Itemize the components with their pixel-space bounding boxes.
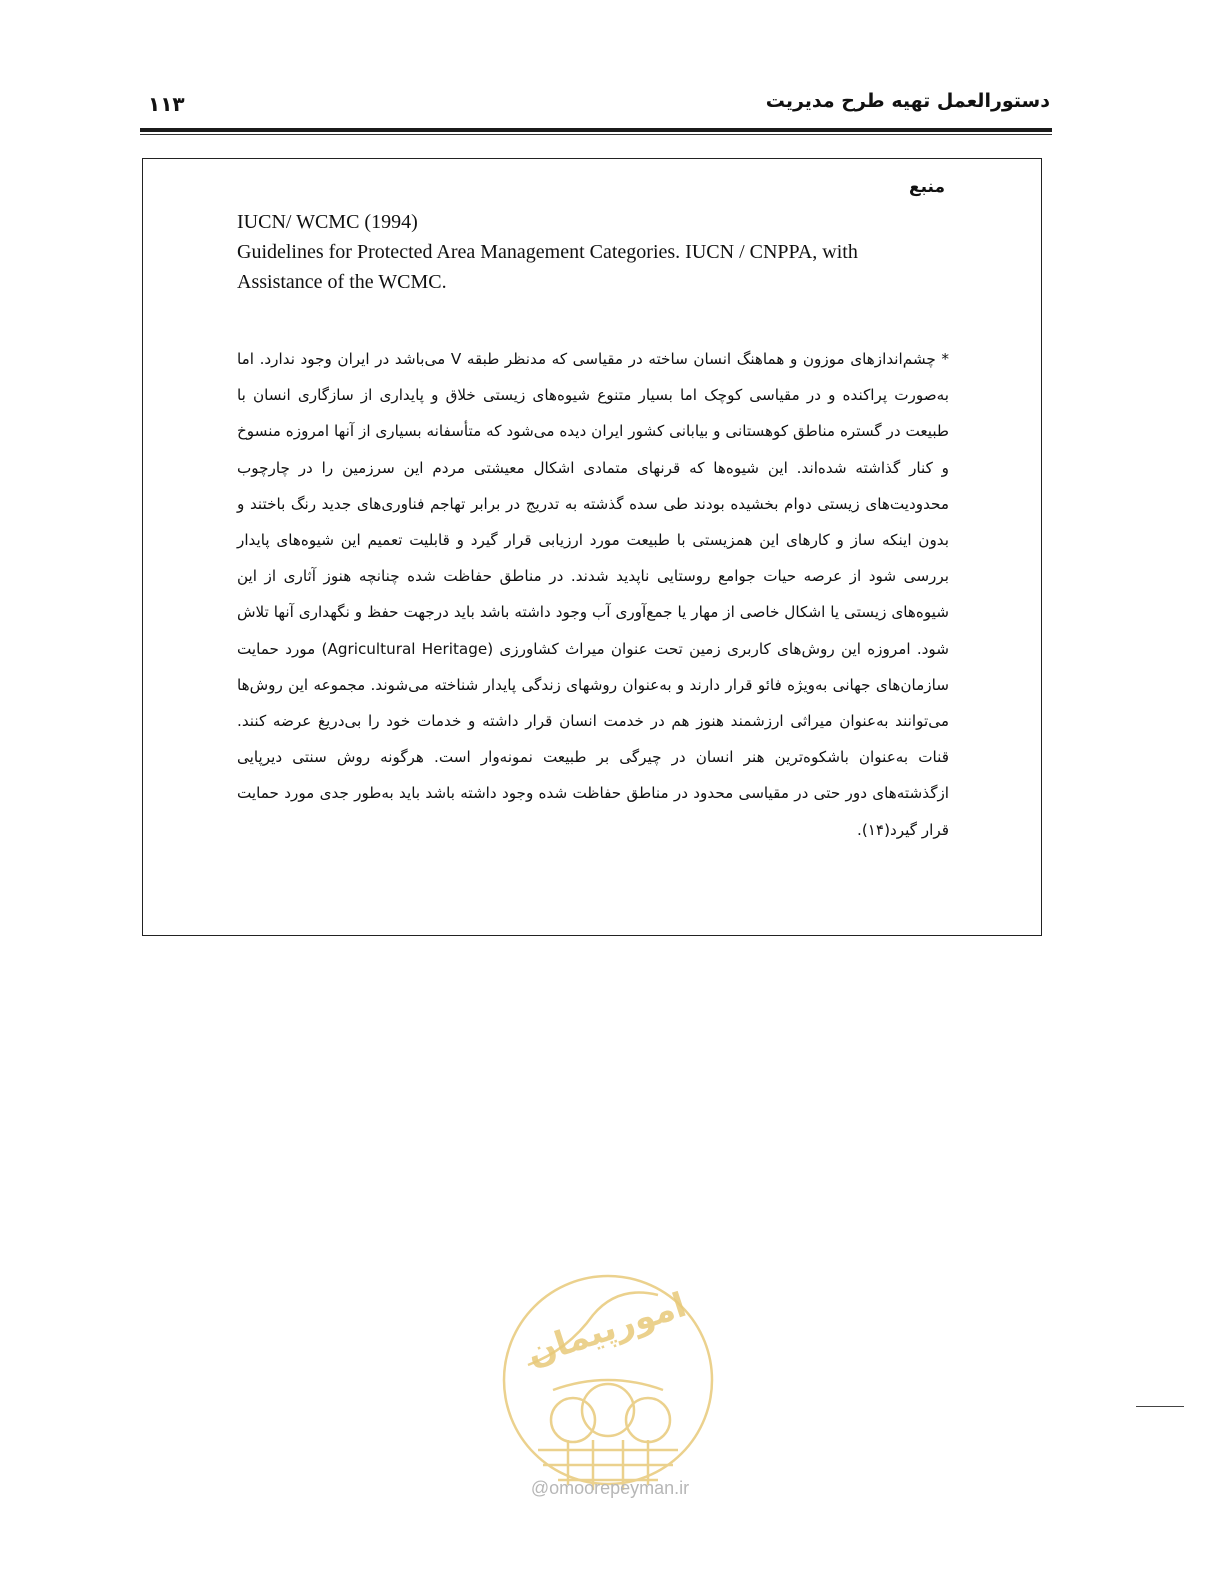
watermark-seal-icon	[498, 1270, 718, 1500]
watermark-logo	[498, 1270, 718, 1500]
source-heading: منبع	[908, 177, 945, 197]
watermark-url-prefix: @	[530, 1478, 550, 1498]
watermark-url-text: omoorepeyman.ir	[549, 1478, 690, 1498]
reference-line-1: IUCN/ WCMC (1994)	[237, 211, 418, 233]
reference-block	[237, 207, 957, 297]
watermark-logo-text: امورپیمان	[522, 1285, 692, 1375]
running-title: دستورالعمل تهیه طرح مدیریت	[765, 90, 1050, 112]
margin-dash	[1136, 1406, 1184, 1407]
content-box	[142, 158, 1042, 936]
header-rule-thick	[140, 128, 1052, 132]
body-paragraph: * چشم‌اندازهای موزون و هماهنگ انسان ساخته در مقیاسی که مدنظر طبقه V می‌باشد در ایران وجود ندارد. اما به‌صورت پراکنده و در مقیاسی کوچک اما بسیار متنوع شیوه‌های زیستی خلاق و پایداری از سازگاری انسان با طبیعت در گستره مناطق کوهستانی و بیابانی کشور ایران دیده می‌شود که متأسفانه بسیاری از آنها امروزه منسوخ و کنار گذاشته شده‌اند. این شیوه‌ها که قرنهای متمادی اشکال معیشتی مردم این سرزمین را در چارچوب محدودیت‌های زیستی دوام بخشیده بودند طی سده گذشته به تدریج در برابر تهاجم فناوری‌های جدید رنگ باختند و بدون اینکه ساز و کارهای این همزیستی با طبیعت مورد ارزیابی قرار گیرد و قابلیت تعمیم این شیوه‌های پایدار بررسی شود از عرصه حیات جوامع روستایی ناپدید شدند. در مناطق حفاظت شده چنانچه هنوز آثاری از این شیوه‌های زیستی یا اشکال خاصی از مهار یا جمع‌آوری آب وجود داشته باشد باید درجهت حفظ و نگهداری آنها تلاش شود. امروزه این روش‌های کاربری زمین تحت عنوان میراث کشاورزی (Agricultural Heritage) مورد حمایت سازمان‌های جهانی به‌ویژه فائو قرار دارند و به‌عنوان روشهای زندگی پایدار شناخته می‌شوند. مجموعه این روش‌ها می‌توانند به‌عنوان میراثی ارزشمند هنوز هم در خدمت انسان قرار داشته و خدمات خود را بی‌دریغ عرضه کنند. قنات به‌عنوان باشکوه‌ترین هنر انسان در چیرگی بر طبیعت نمونه‌وار است. هرگونه روش سنتی دیرپایی ازگذشته‌های دور حتی در مقیاسی محدود در مناطق حفاظت شده وجود داشته باشد باید به‌طور جدی مورد حمایت قرار گیرد(۱۴).	[237, 350, 949, 839]
reference-line-2: Guidelines for Protected Area Management Categories. IUCN / CNPPA, with	[237, 241, 858, 263]
page-header	[140, 80, 1050, 120]
reference-line-3: Assistance of the WCMC.	[237, 271, 447, 293]
watermark-url	[510, 1478, 710, 1499]
page-number: ۱۱۳	[148, 92, 185, 116]
header-rule-thin	[140, 134, 1052, 135]
